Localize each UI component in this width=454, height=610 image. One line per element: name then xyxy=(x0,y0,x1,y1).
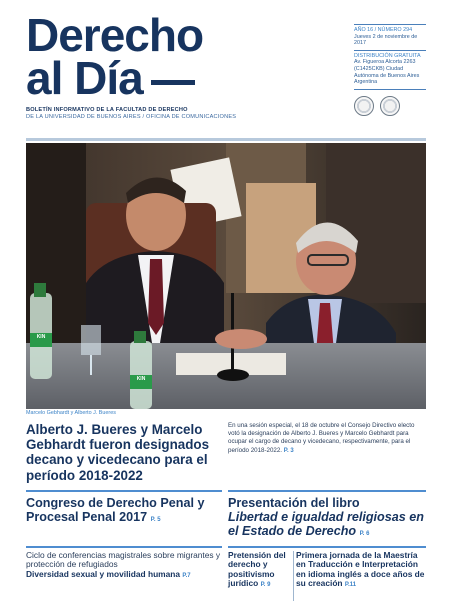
story-libro-page: P. 6 xyxy=(359,531,370,537)
story-congreso[interactable] xyxy=(26,496,216,527)
faculty-seal-icon xyxy=(380,96,400,116)
subtitle-line1: BOLETÍN INFORMATIVO DE LA FACULTAD DE DERECHO xyxy=(26,107,188,113)
cover-photo-illustration xyxy=(26,143,426,409)
main-lede-text: En una sesión especial, el 18 de octubre el Consejo Directivo electo votó la designación de Alberto J. Bueres y Marcelo Gebhardt para ocupar el cargo de decano y vicedecano, respectivamente, para el período 2018-2022. xyxy=(228,422,415,454)
address: Av. Figueroa Alcorta 2263 (C1425CKB) Ciudad Autónoma de Buenos Aires Argentina xyxy=(354,59,420,86)
university-seal-icon xyxy=(354,96,374,116)
brief-pretension-page: P. 9 xyxy=(260,582,271,589)
divider-right-2 xyxy=(228,546,426,548)
story-congreso-page: P. 5 xyxy=(150,517,161,523)
story-libro-title: Libertad e igualdad religiosas en el Estado de Derecho xyxy=(228,510,424,538)
main-lede xyxy=(228,422,426,455)
main-headline[interactable]: Alberto J. Bueres y Marcelo Gebhardt fueron designados decano y vicedecano para el período 2018-2022 xyxy=(26,422,210,483)
issue-info xyxy=(354,24,426,116)
cover-photo xyxy=(26,143,426,409)
seals xyxy=(354,96,426,116)
bottle-label-1: KIN xyxy=(36,334,46,340)
brief-pretension[interactable] xyxy=(228,551,292,591)
info-rule-2 xyxy=(354,50,426,51)
masthead-title-line1: Derecho xyxy=(26,9,204,61)
subtitle-line2: DE LA UNIVERSIDAD DE BUENOS AIRES / OFICINA DE COMUNICACIONES xyxy=(26,114,237,120)
issue-number: AÑO 16 / NÚMERO 294 xyxy=(354,27,413,33)
brief-maestria[interactable] xyxy=(296,551,426,591)
story-libro[interactable] xyxy=(228,496,426,541)
brief-separator xyxy=(293,551,294,601)
story-libro-line1: Presentación del libro xyxy=(228,496,360,510)
distribution-label: DISTRIBUCIÓN GRATUITA xyxy=(354,52,421,59)
divider-left xyxy=(26,490,222,492)
divider-right xyxy=(228,490,426,492)
info-issue-block xyxy=(354,27,426,47)
masthead-dash xyxy=(151,80,195,85)
info-rule-3 xyxy=(354,89,426,90)
brief-maestria-text: Primera jornada de la Maestría en Traducción e Interpretación en idioma inglés a doce años de su creación xyxy=(296,550,425,589)
story-congreso-headline: Congreso de Derecho Penal y Procesal Penal 2017 xyxy=(26,496,205,524)
photo-caption: Marcelo Gebhardt y Alberto J. Bueres xyxy=(26,410,116,416)
masthead-title-line2-wrap xyxy=(26,52,326,104)
brief-conferencias-text: Ciclo de conferencias magistrales sobre migrantes y protección de refugiados xyxy=(26,550,221,570)
top-divider xyxy=(26,138,426,141)
masthead-title-line2: al Día xyxy=(26,52,143,104)
divider-left-2 xyxy=(26,546,222,548)
masthead-subtitle xyxy=(26,107,326,121)
bottle-label-2: KIN xyxy=(136,376,146,382)
brief-maestria-page: P.11 xyxy=(344,582,357,589)
info-distribution-block xyxy=(354,53,426,86)
issue-date: Jueves 2 de noviembre de 2017 xyxy=(354,33,418,47)
brief-conferencias-bold: Diversidad sexual y movilidad humana xyxy=(26,568,181,579)
brief-conferencias[interactable] xyxy=(26,551,222,581)
masthead xyxy=(26,9,326,121)
info-rule-1 xyxy=(354,24,426,25)
brief-conferencias-page: P.7 xyxy=(182,572,191,579)
brief-pretension-text: Pretensión del derecho y positivismo jurídico xyxy=(228,550,286,589)
main-page-ref[interactable]: P. 3 xyxy=(283,447,294,454)
